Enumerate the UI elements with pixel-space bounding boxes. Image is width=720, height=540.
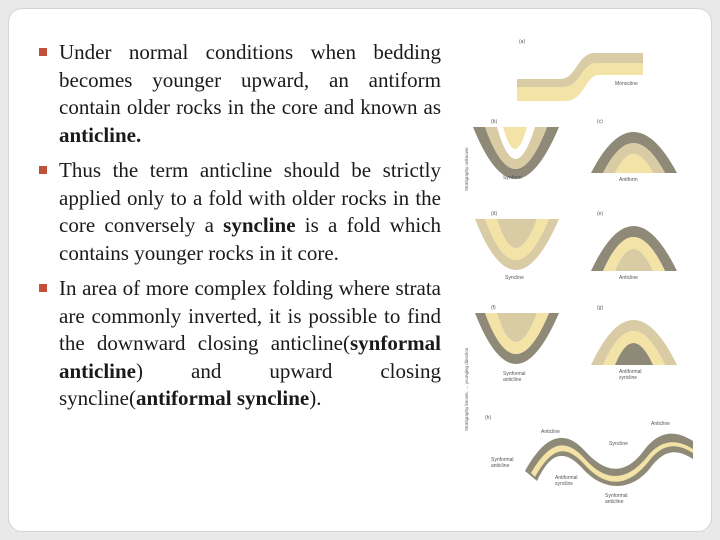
label-h-antiformal-1: Antiformal: [555, 475, 578, 481]
label-h-anticline-1: Anticline: [541, 429, 560, 435]
label-h-antiformal-2: syncline: [555, 481, 574, 487]
label-h-synformal-2: anticline: [491, 463, 510, 469]
panel-label-e: (e): [597, 211, 604, 217]
fold-diagram: [455, 31, 705, 511]
panel-label-h: (h): [485, 415, 492, 421]
bullet-bold-term: syncline: [223, 213, 296, 237]
bullet-bold-term: synformal anticline: [59, 331, 441, 383]
bullet-text: Thus the term anticline should be strictly applied only to a fold with older rocks in the core conversely a: [59, 158, 441, 237]
label-h-anticline-2: Anticline: [651, 421, 670, 427]
bullet-marker: [39, 284, 47, 292]
bullet-text: In area of more complex folding where strata are commonly inverted, it is possible to find the downward closing anticline(: [59, 276, 441, 355]
label-antiformal-syncline-1: Antiformal: [619, 369, 642, 375]
side-caption-unknown: Stratigraphy unknown: [464, 147, 469, 191]
label-anticline: Anticline: [619, 275, 638, 281]
bullet-list: [37, 39, 441, 421]
bullet-text: ) and upward closing syncline(: [59, 358, 441, 410]
bullet-item-anticline: [37, 39, 441, 149]
side-caption-known: Stratigraphy known, → younging direction: [464, 347, 469, 431]
label-synformal-anticline-1: Synformal: [503, 371, 526, 377]
fold-diagram-figure: [455, 31, 705, 511]
bullet-text: Under normal conditions when bedding becomes younger upward, an antiform contain older rocks in the core and known as: [59, 40, 441, 119]
panel-label-a: (a): [519, 39, 526, 45]
bullet-marker: [39, 48, 47, 56]
bullet-text: is a fold which contains younger rocks in it core.: [59, 213, 441, 265]
label-monocline: Monocline: [615, 81, 638, 87]
slide: [8, 8, 712, 532]
label-antiform: Antiform: [619, 177, 638, 183]
bullet-marker: [39, 166, 47, 174]
panel-label-f: (f): [491, 305, 496, 311]
label-synformal-anticline-2: anticline: [503, 377, 522, 383]
bullet-item-complex-folding: [37, 275, 441, 413]
label-h-synformal-1: Synformal: [491, 457, 514, 463]
bullet-item-syncline: [37, 157, 441, 267]
panel-label-g: (g): [597, 305, 604, 311]
panel-label-d: (d): [491, 211, 498, 217]
label-syncline: Syncline: [505, 275, 524, 281]
panel-label-c: (c): [597, 119, 603, 125]
bullet-text: ).: [309, 386, 322, 410]
label-h-syncline: Syncline: [609, 441, 628, 447]
bullet-bold-term: antiformal syncline: [135, 386, 310, 410]
label-antiformal-syncline-2: syncline: [619, 375, 638, 381]
label-synform: Synform: [503, 175, 522, 181]
panel-label-b: (b): [491, 119, 498, 125]
synform-core: [503, 127, 527, 149]
bullet-bold-term: anticline.: [59, 122, 142, 147]
label-h-synformal-b-2: anticline: [605, 499, 624, 505]
label-h-synformal-b-1: Synformal: [605, 493, 628, 499]
